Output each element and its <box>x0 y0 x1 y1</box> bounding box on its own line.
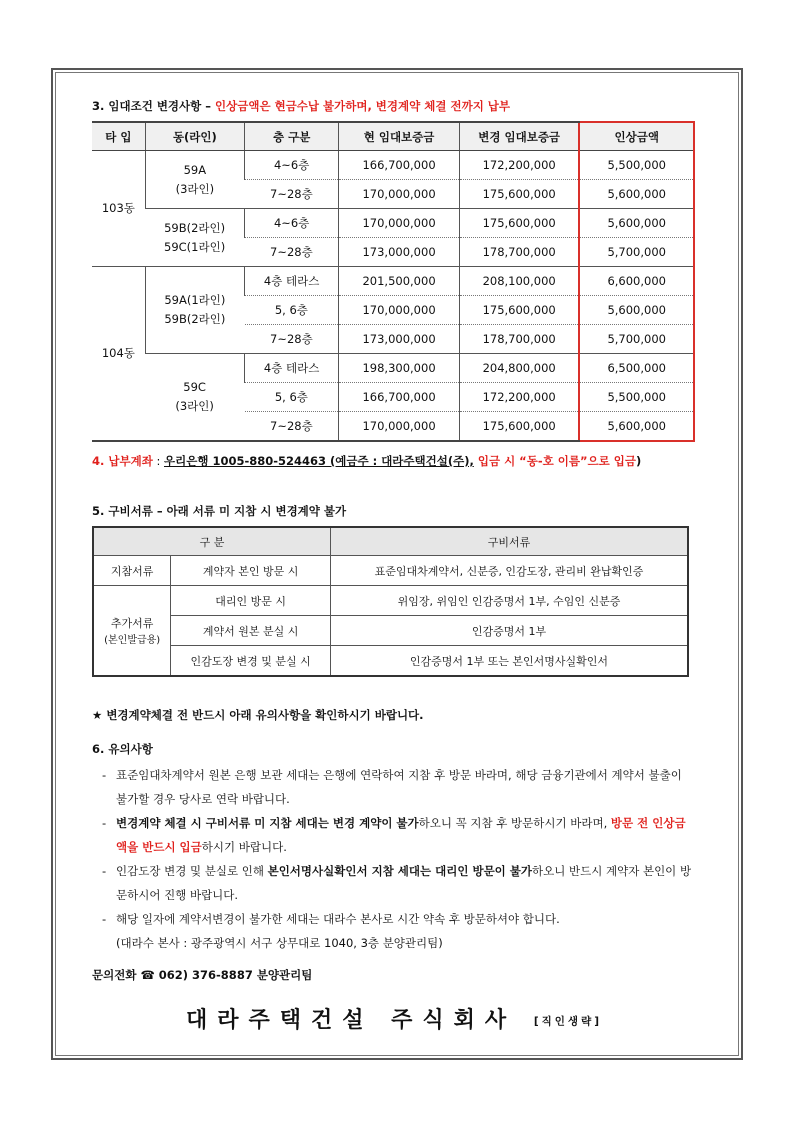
list-item: - 해당 일자에 계약서변경이 불가한 세대는 대라수 본사로 시간 약속 후 방문하셔야 합니다. <box>102 912 560 926</box>
current-deposit-cell: 201,500,000 <box>339 267 460 296</box>
increase-cell: 5,600,000 <box>579 209 694 238</box>
table-row <box>93 586 688 616</box>
required-documents-table <box>92 526 689 677</box>
category-additional <box>93 586 171 677</box>
docs-cell: 위임장, 위임인 인감증명서 1부, 수임인 신분증 <box>331 586 689 616</box>
section-3-title <box>92 98 696 114</box>
current-deposit-cell: 170,000,000 <box>339 209 460 238</box>
new-deposit-cell: 172,200,000 <box>459 151 579 180</box>
increase-cell: 5,600,000 <box>579 412 694 442</box>
note-text: 표준임대차계약서 원본 은행 보관 세대는 은행에 연락하여 지참 후 방문 바라며, 해당 금융기관에서 계약서 불출이 불가할 경우 당사로 연락 바랍니다. <box>116 768 682 806</box>
section-3-title-warning: 인상금액은 현금수납 불가하며, 변경계약 체결 전까지 납부 <box>215 99 511 113</box>
increase-cell: 5,600,000 <box>579 180 694 209</box>
line-name: 59A(1라인) <box>164 293 226 307</box>
line-name: 59C(1라인) <box>164 239 226 254</box>
floor-cell: 7~28층 <box>245 412 339 442</box>
increase-cell: 6,500,000 <box>579 354 694 383</box>
current-deposit-cell: 170,000,000 <box>339 412 460 442</box>
notes-list <box>92 763 696 931</box>
header-increase: 인상금액 <box>579 122 694 151</box>
floor-cell: 7~28층 <box>245 238 339 267</box>
new-deposit-cell: 172,200,000 <box>459 383 579 412</box>
section-6 <box>92 741 696 955</box>
list-item: - 인감도장 변경 및 분실로 인해 본인서명사실확인서 지참 세대는 대리인 방문이 불가하오니 반드시 계약자 본인이 방문하시어 진행 바랍니다. <box>102 864 692 902</box>
type-104: 104동 <box>92 267 145 442</box>
current-deposit-cell: 166,700,000 <box>339 151 460 180</box>
category-carry: 지참서류 <box>93 556 171 586</box>
current-deposit-cell: 170,000,000 <box>339 296 460 325</box>
category-additional-note: (본인발급용) <box>104 635 161 646</box>
new-deposit-cell: 175,600,000 <box>459 180 579 209</box>
section-5-title: 5. 구비서류 – 아래 서류 미 지참 시 변경계약 불가 <box>92 504 347 518</box>
payment-account <box>92 453 696 469</box>
line-name: 59C <box>183 380 206 394</box>
current-deposit-cell: 173,000,000 <box>339 238 460 267</box>
note-text: 하오니 반드시 계약자 본인이 방문하시어 진행 바랍니다. <box>116 864 692 902</box>
docs-header-row <box>93 527 688 556</box>
table-row <box>92 267 694 296</box>
account-info: 우리은행 1005-880-524463 (예금주 : 대라주택건설(주), <box>164 454 474 468</box>
line-cell <box>145 267 244 354</box>
note-warning: 방문 전 인상금액을 반드시 입금 <box>116 816 686 854</box>
line-name: 59B(2라인) <box>164 312 226 326</box>
increase-cell: 5,700,000 <box>579 238 694 267</box>
header-type: 타 입 <box>92 122 145 151</box>
company-name <box>92 1003 696 1034</box>
table-row <box>92 209 694 238</box>
case-cell: 계약자 본인 방문 시 <box>171 556 331 586</box>
new-deposit-cell: 175,600,000 <box>459 209 579 238</box>
floor-cell: 5, 6층 <box>245 383 339 412</box>
list-item: - 표준임대차계약서 원본 은행 보관 세대는 은행에 연락하여 지참 후 방문 바라며, 해당 금융기관에서 계약서 불출이 불가할 경우 당사로 연락 바랍니다. <box>102 768 682 806</box>
increase-cell: 6,600,000 <box>579 267 694 296</box>
case-cell: 인감도장 변경 및 분실 시 <box>171 646 331 677</box>
current-deposit-cell: 173,000,000 <box>339 325 460 354</box>
line-cell <box>145 209 244 267</box>
table-row <box>93 616 688 646</box>
floor-cell: 4~6층 <box>245 209 339 238</box>
docs-cell: 인감증명서 1부 또는 본인서명사실확인서 <box>331 646 689 677</box>
note-text: 인감도장 변경 및 분실로 인해 <box>116 864 268 878</box>
case-cell: 대리인 방문 시 <box>171 586 331 616</box>
docs-cell: 표준임대차계약서, 신분증, 인감도장, 관리비 완납확인증 <box>331 556 689 586</box>
new-deposit-cell: 175,600,000 <box>459 296 579 325</box>
payment-label: 4. 납부계좌 <box>92 454 153 468</box>
floor-cell: 4~6층 <box>245 151 339 180</box>
new-deposit-cell: 204,800,000 <box>459 354 579 383</box>
header-line: 동(라인) <box>145 122 244 151</box>
floor-cell: 4층 테라스 <box>245 267 339 296</box>
note-text: 해당 일자에 계약서변경이 불가한 세대는 대라수 본사로 시간 약속 후 방문하셔야 합니다. <box>116 912 560 926</box>
header-current-deposit: 현 임대보증금 <box>339 122 460 151</box>
increase-cell: 5,700,000 <box>579 325 694 354</box>
new-deposit-cell: 175,600,000 <box>459 412 579 442</box>
confirm-notice: ★ 변경계약체결 전 반드시 아래 유의사항을 확인하시기 바랍니다. <box>92 708 424 722</box>
floor-cell: 7~28층 <box>245 180 339 209</box>
rent-table-header-row <box>92 122 694 151</box>
table-row <box>93 646 688 677</box>
seal-omitted-note: [직인생략] <box>533 1015 603 1028</box>
office-address: (대라수 본사 : 광주광역시 서구 상무대로 1040, 3층 분양관리팀) <box>116 936 443 950</box>
floor-cell: 4층 테라스 <box>245 354 339 383</box>
docs-cell: 인감증명서 1부 <box>331 616 689 646</box>
section-6-title: 6. 유의사항 <box>92 742 153 756</box>
current-deposit-cell: 166,700,000 <box>339 383 460 412</box>
note-bold: 변경계약 체결 시 구비서류 미 지참 세대는 변경 계약이 불가 <box>116 816 419 830</box>
floor-cell: 5, 6층 <box>245 296 339 325</box>
new-deposit-cell: 178,700,000 <box>459 325 579 354</box>
table-row <box>92 354 694 383</box>
line-name: (3라인) <box>175 399 214 413</box>
notice-content <box>92 98 696 1034</box>
table-row <box>92 151 694 180</box>
note-text: 하오니 꼭 지참 후 방문하시기 바라며, <box>418 816 611 830</box>
line-cell <box>145 354 244 442</box>
type-103: 103동 <box>92 151 145 267</box>
list-item: - 변경계약 체결 시 구비서류 미 지참 세대는 변경 계약이 불가하오니 꼭 지참 후 방문하시기 바라며, 방문 전 인상금액을 반드시 입금하시기 바랍니다. <box>102 816 686 854</box>
contact-phone: 문의전화 ☎ 062) 376-8887 분양관리팀 <box>92 968 313 982</box>
rent-change-table <box>92 121 695 442</box>
increase-cell: 5,600,000 <box>579 296 694 325</box>
note-bold: 본인서명사실확인서 지참 세대는 대리인 방문이 불가 <box>267 864 533 878</box>
increase-cell: 5,500,000 <box>579 151 694 180</box>
line-cell <box>145 151 244 209</box>
current-deposit-cell: 198,300,000 <box>339 354 460 383</box>
deposit-name-note: 입금 시 “동-호 이름”으로 입금 <box>473 454 636 468</box>
new-deposit-cell: 178,700,000 <box>459 238 579 267</box>
header-category: 구 분 <box>93 527 331 556</box>
new-deposit-cell: 208,100,000 <box>459 267 579 296</box>
increase-cell: 5,500,000 <box>579 383 694 412</box>
header-documents: 구비서류 <box>331 527 689 556</box>
category-additional-label: 추가서류 <box>110 617 154 630</box>
line-name: 59A <box>183 162 207 177</box>
company-name-text: 대라주택건설 주식회사 <box>185 1008 517 1033</box>
current-deposit-cell: 170,000,000 <box>339 180 460 209</box>
line-name: (3라인) <box>175 181 215 196</box>
note-text: 하시기 바랍니다. <box>201 840 287 854</box>
floor-cell: 7~28층 <box>245 325 339 354</box>
table-row <box>93 556 688 586</box>
header-new-deposit: 변경 임대보증금 <box>459 122 579 151</box>
payment-colon: : <box>152 454 164 468</box>
line-name: 59B(2라인) <box>164 220 226 235</box>
case-cell: 계약서 원본 분실 시 <box>171 616 331 646</box>
section-3-title-text: 3. 임대조건 변경사항 – <box>92 99 216 113</box>
header-floor: 층 구분 <box>245 122 339 151</box>
payment-close: ) <box>635 454 642 468</box>
